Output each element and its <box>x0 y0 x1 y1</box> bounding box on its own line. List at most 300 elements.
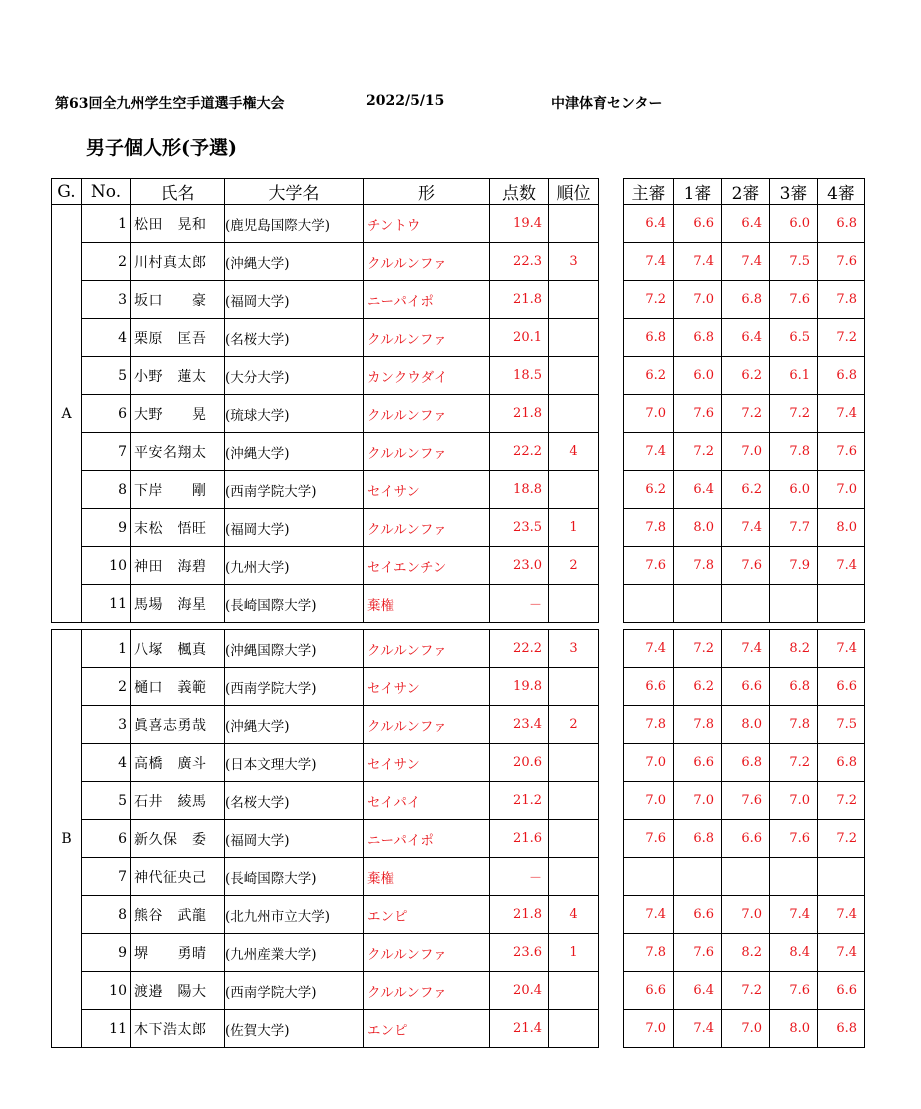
university-name: (名桜大学) <box>225 319 364 357</box>
judge-4-score: 7.0 <box>818 471 865 509</box>
judge-3-score: 7.2 <box>770 395 818 433</box>
judge-3-score: 7.0 <box>770 782 818 820</box>
university-name: (福岡大学) <box>225 281 364 319</box>
judge-4-score: 7.2 <box>818 782 865 820</box>
judge-1-score: 6.6 <box>674 205 722 243</box>
judges-row <box>624 744 865 782</box>
judge-1-score: 6.2 <box>674 668 722 706</box>
judge-1-score: 7.0 <box>674 782 722 820</box>
judge-3-score: 6.8 <box>770 668 818 706</box>
judge-3-score: 6.0 <box>770 471 818 509</box>
col-header-kata: 形 <box>364 179 490 205</box>
judges-row <box>624 319 865 357</box>
rank: 4 <box>549 433 599 471</box>
table-row <box>52 972 599 1010</box>
athlete-name: 坂口 豪 <box>131 281 225 319</box>
total-score: － <box>490 858 549 896</box>
athlete-name: 樋口 義範 <box>131 668 225 706</box>
judges-row <box>624 243 865 281</box>
judge-1-score: 7.4 <box>674 243 722 281</box>
rank <box>549 1010 599 1048</box>
total-score: 20.6 <box>490 744 549 782</box>
table-row <box>52 509 599 547</box>
col-header-name: 氏名 <box>131 179 225 205</box>
judge-4-score: 8.0 <box>818 509 865 547</box>
entry-number: 11 <box>82 1010 131 1048</box>
university-name: (北九州市立大学) <box>225 896 364 934</box>
chief-judge-score: 6.6 <box>624 972 674 1010</box>
table-row <box>52 243 599 281</box>
entry-number: 9 <box>82 509 131 547</box>
university-name: (福岡大学) <box>225 509 364 547</box>
entry-number: 5 <box>82 782 131 820</box>
university-name: (長崎国際大学) <box>225 858 364 896</box>
judge-1-score: 7.8 <box>674 547 722 585</box>
judge-2-score: 6.2 <box>722 471 770 509</box>
university-name: (鹿児島国際大学) <box>225 205 364 243</box>
total-score: 22.3 <box>490 243 549 281</box>
entry-number: 8 <box>82 471 131 509</box>
judge-4-score: 6.8 <box>818 1010 865 1048</box>
entry-number: 1 <box>82 205 131 243</box>
rank <box>549 858 599 896</box>
kata-name: クルルンファ <box>364 243 490 281</box>
judge-2-score: 7.4 <box>722 630 770 668</box>
judge-1-score: 6.4 <box>674 972 722 1010</box>
university-name: (西南学院大学) <box>225 972 364 1010</box>
judge-1-score <box>674 585 722 623</box>
athlete-name: 八塚 楓真 <box>131 630 225 668</box>
judge-3-score: 8.0 <box>770 1010 818 1048</box>
judge-4-score <box>818 858 865 896</box>
col-header-chief-judge: 主審 <box>624 179 674 205</box>
judge-4-score <box>818 585 865 623</box>
col-header-judge-2: 2審 <box>722 179 770 205</box>
kata-name: ニーパイポ <box>364 281 490 319</box>
judge-1-score: 6.0 <box>674 357 722 395</box>
rank: 3 <box>549 630 599 668</box>
athlete-name: 下岸 剛 <box>131 471 225 509</box>
table-row <box>52 547 599 585</box>
table-row <box>52 744 599 782</box>
judge-3-score: 6.5 <box>770 319 818 357</box>
judges-row <box>624 357 865 395</box>
judges-row <box>624 1010 865 1048</box>
judge-1-score: 7.4 <box>674 1010 722 1048</box>
chief-judge-score <box>624 585 674 623</box>
athlete-name: 大野 晃 <box>131 395 225 433</box>
judge-3-score: 7.9 <box>770 547 818 585</box>
total-score: 21.6 <box>490 820 549 858</box>
chief-judge-score: 7.8 <box>624 706 674 744</box>
group-label: A <box>52 205 82 623</box>
judges-row <box>624 972 865 1010</box>
judge-3-score: 8.2 <box>770 630 818 668</box>
judge-1-score: 6.8 <box>674 820 722 858</box>
rank <box>549 782 599 820</box>
rank <box>549 471 599 509</box>
total-score: 22.2 <box>490 433 549 471</box>
col-header-university: 大学名 <box>225 179 364 205</box>
judge-4-score: 7.5 <box>818 706 865 744</box>
kata-name: エンピ <box>364 896 490 934</box>
judges-header-row <box>624 179 865 205</box>
table-row <box>52 668 599 706</box>
judge-2-score: 7.0 <box>722 1010 770 1048</box>
entry-number: 4 <box>82 319 131 357</box>
rank <box>549 668 599 706</box>
judge-4-score: 7.2 <box>818 820 865 858</box>
judges-row <box>624 630 865 668</box>
university-name: (西南学院大学) <box>225 668 364 706</box>
judge-1-score: 6.4 <box>674 471 722 509</box>
judge-1-score: 6.8 <box>674 319 722 357</box>
rank <box>549 820 599 858</box>
athlete-name: 眞喜志勇哉 <box>131 706 225 744</box>
table-row <box>52 357 599 395</box>
rank <box>549 205 599 243</box>
kata-name: ニーパイポ <box>364 820 490 858</box>
tournament-venue: 中津体育センター <box>551 96 663 112</box>
judge-1-score: 7.2 <box>674 630 722 668</box>
judges-row <box>624 281 865 319</box>
judges-row <box>624 782 865 820</box>
university-name: (沖縄大学) <box>225 706 364 744</box>
total-score: 22.2 <box>490 630 549 668</box>
judge-2-score: 7.4 <box>722 509 770 547</box>
athlete-name: 堺 勇晴 <box>131 934 225 972</box>
results-table-group-a <box>51 178 599 623</box>
judge-3-score: 7.6 <box>770 281 818 319</box>
judge-2-score: 7.0 <box>722 896 770 934</box>
judge-1-score <box>674 858 722 896</box>
judge-4-score: 6.6 <box>818 668 865 706</box>
athlete-name: 神田 海碧 <box>131 547 225 585</box>
rank <box>549 357 599 395</box>
entry-number: 6 <box>82 395 131 433</box>
chief-judge-score: 7.4 <box>624 243 674 281</box>
university-name: (沖縄大学) <box>225 433 364 471</box>
judge-1-score: 6.6 <box>674 896 722 934</box>
entry-number: 10 <box>82 972 131 1010</box>
chief-judge-score: 6.2 <box>624 471 674 509</box>
judge-3-score <box>770 585 818 623</box>
col-header-judge-3: 3審 <box>770 179 818 205</box>
results-header-row <box>52 179 599 205</box>
table-row <box>52 585 599 623</box>
table-row <box>52 1010 599 1048</box>
tournament-date: 2022/5/15 <box>366 93 445 109</box>
chief-judge-score: 7.4 <box>624 630 674 668</box>
university-name: (長崎国際大学) <box>225 585 364 623</box>
kata-name: クルルンファ <box>364 630 490 668</box>
judge-3-score: 7.2 <box>770 744 818 782</box>
group-label: B <box>52 630 82 1048</box>
total-score: 20.1 <box>490 319 549 357</box>
chief-judge-score: 6.2 <box>624 357 674 395</box>
kata-name: エンピ <box>364 1010 490 1048</box>
total-score: 23.5 <box>490 509 549 547</box>
chief-judge-score: 7.4 <box>624 896 674 934</box>
page-subtitle: 男子個人形(予選) <box>86 137 237 159</box>
judge-4-score: 7.8 <box>818 281 865 319</box>
entry-number: 2 <box>82 668 131 706</box>
total-score: 21.2 <box>490 782 549 820</box>
table-row <box>52 471 599 509</box>
judge-1-score: 8.0 <box>674 509 722 547</box>
judge-3-score: 7.8 <box>770 706 818 744</box>
judge-3-score: 7.6 <box>770 972 818 1010</box>
judge-2-score: 6.2 <box>722 357 770 395</box>
athlete-name: 熊谷 武龍 <box>131 896 225 934</box>
kata-name: セイサン <box>364 744 490 782</box>
athlete-name: 新久保 委 <box>131 820 225 858</box>
rank: 2 <box>549 547 599 585</box>
athlete-name: 高橋 廣斗 <box>131 744 225 782</box>
judge-3-score: 7.7 <box>770 509 818 547</box>
judge-1-score: 7.6 <box>674 395 722 433</box>
total-score: 21.8 <box>490 281 549 319</box>
tournament-title: 第63回全九州学生空手道選手権大会 <box>55 96 285 112</box>
col-header-judge-1: 1審 <box>674 179 722 205</box>
chief-judge-score: 7.6 <box>624 820 674 858</box>
judge-3-score <box>770 858 818 896</box>
judges-table-group-b <box>623 629 865 1048</box>
judge-2-score: 7.2 <box>722 972 770 1010</box>
kata-name: カンクウダイ <box>364 357 490 395</box>
judges-row <box>624 547 865 585</box>
rank <box>549 319 599 357</box>
total-score: 20.4 <box>490 972 549 1010</box>
entry-number: 2 <box>82 243 131 281</box>
kata-name: クルルンファ <box>364 934 490 972</box>
judges-row <box>624 820 865 858</box>
rank <box>549 972 599 1010</box>
university-name: (名桜大学) <box>225 782 364 820</box>
judge-2-score: 7.0 <box>722 433 770 471</box>
judge-3-score: 6.1 <box>770 357 818 395</box>
judge-2-score: 6.4 <box>722 205 770 243</box>
entry-number: 11 <box>82 585 131 623</box>
judges-row <box>624 395 865 433</box>
table-row <box>52 395 599 433</box>
athlete-name: 川村真太郎 <box>131 243 225 281</box>
table-row <box>52 858 599 896</box>
athlete-name: 小野 蓮太 <box>131 357 225 395</box>
rank <box>549 744 599 782</box>
total-score: 21.8 <box>490 896 549 934</box>
judge-4-score: 7.4 <box>818 395 865 433</box>
athlete-name: 渡邉 陽大 <box>131 972 225 1010</box>
athlete-name: 石井 綾馬 <box>131 782 225 820</box>
entry-number: 4 <box>82 744 131 782</box>
judge-1-score: 7.8 <box>674 706 722 744</box>
judge-2-score: 7.6 <box>722 782 770 820</box>
judge-4-score: 7.4 <box>818 934 865 972</box>
total-score: 18.8 <box>490 471 549 509</box>
entry-number: 10 <box>82 547 131 585</box>
chief-judge-score: 7.0 <box>624 782 674 820</box>
judges-row <box>624 896 865 934</box>
judge-4-score: 6.8 <box>818 205 865 243</box>
entry-number: 1 <box>82 630 131 668</box>
entry-number: 9 <box>82 934 131 972</box>
judges-row <box>624 471 865 509</box>
judge-1-score: 7.6 <box>674 934 722 972</box>
judge-2-score: 7.6 <box>722 547 770 585</box>
chief-judge-score: 7.2 <box>624 281 674 319</box>
kata-name: セイパイ <box>364 782 490 820</box>
rank: 2 <box>549 706 599 744</box>
judge-4-score: 6.8 <box>818 357 865 395</box>
rank <box>549 585 599 623</box>
total-score: 21.4 <box>490 1010 549 1048</box>
judges-row <box>624 205 865 243</box>
kata-name: 棄権 <box>364 858 490 896</box>
entry-number: 5 <box>82 357 131 395</box>
judges-row <box>624 433 865 471</box>
judge-2-score: 8.0 <box>722 706 770 744</box>
kata-name: クルルンファ <box>364 319 490 357</box>
entry-number: 7 <box>82 858 131 896</box>
university-name: (沖縄国際大学) <box>225 630 364 668</box>
judges-row <box>624 509 865 547</box>
judge-4-score: 7.6 <box>818 433 865 471</box>
chief-judge-score: 7.8 <box>624 509 674 547</box>
kata-name: チントウ <box>364 205 490 243</box>
chief-judge-score: 7.4 <box>624 433 674 471</box>
athlete-name: 平安名翔太 <box>131 433 225 471</box>
chief-judge-score <box>624 858 674 896</box>
chief-judge-score: 7.0 <box>624 1010 674 1048</box>
university-name: (大分大学) <box>225 357 364 395</box>
table-row <box>52 433 599 471</box>
chief-judge-score: 7.0 <box>624 395 674 433</box>
col-header-group: G. <box>52 179 82 205</box>
table-row <box>52 820 599 858</box>
university-name: (九州産業大学) <box>225 934 364 972</box>
kata-name: セイサン <box>364 471 490 509</box>
kata-name: クルルンファ <box>364 509 490 547</box>
rank <box>549 281 599 319</box>
judge-2-score: 7.2 <box>722 395 770 433</box>
entry-number: 6 <box>82 820 131 858</box>
rank <box>549 395 599 433</box>
judge-2-score: 6.8 <box>722 281 770 319</box>
kata-name: 棄権 <box>364 585 490 623</box>
table-row <box>52 896 599 934</box>
judge-4-score: 7.4 <box>818 630 865 668</box>
total-score: 21.8 <box>490 395 549 433</box>
judge-3-score: 6.0 <box>770 205 818 243</box>
table-row <box>52 934 599 972</box>
total-score: 19.8 <box>490 668 549 706</box>
judge-4-score: 7.4 <box>818 896 865 934</box>
judges-row <box>624 585 865 623</box>
judges-row <box>624 706 865 744</box>
judge-2-score: 6.8 <box>722 744 770 782</box>
university-name: (沖縄大学) <box>225 243 364 281</box>
table-row <box>52 706 599 744</box>
judge-2-score: 8.2 <box>722 934 770 972</box>
col-header-rank: 順位 <box>549 179 599 205</box>
chief-judge-score: 7.8 <box>624 934 674 972</box>
athlete-name: 馬場 海星 <box>131 585 225 623</box>
rank: 4 <box>549 896 599 934</box>
athlete-name: 末松 悟旺 <box>131 509 225 547</box>
judges-row <box>624 934 865 972</box>
entry-number: 3 <box>82 281 131 319</box>
kata-name: クルルンファ <box>364 395 490 433</box>
judge-4-score: 7.6 <box>818 243 865 281</box>
chief-judge-score: 7.0 <box>624 744 674 782</box>
university-name: (琉球大学) <box>225 395 364 433</box>
judges-row <box>624 858 865 896</box>
athlete-name: 栗原 匡吾 <box>131 319 225 357</box>
judge-2-score <box>722 858 770 896</box>
university-name: (佐賀大学) <box>225 1010 364 1048</box>
judge-1-score: 6.6 <box>674 744 722 782</box>
judge-1-score: 7.2 <box>674 433 722 471</box>
judge-2-score: 6.6 <box>722 668 770 706</box>
judge-3-score: 7.6 <box>770 820 818 858</box>
col-header-score: 点数 <box>490 179 549 205</box>
kata-name: クルルンファ <box>364 433 490 471</box>
entry-number: 7 <box>82 433 131 471</box>
judge-4-score: 7.4 <box>818 547 865 585</box>
judge-3-score: 7.8 <box>770 433 818 471</box>
university-name: (西南学院大学) <box>225 471 364 509</box>
judge-3-score: 7.5 <box>770 243 818 281</box>
university-name: (福岡大学) <box>225 820 364 858</box>
results-table-group-b <box>51 629 599 1048</box>
chief-judge-score: 7.6 <box>624 547 674 585</box>
chief-judge-score: 6.4 <box>624 205 674 243</box>
table-row <box>52 205 599 243</box>
judges-row <box>624 668 865 706</box>
table-row <box>52 319 599 357</box>
judge-1-score: 7.0 <box>674 281 722 319</box>
chief-judge-score: 6.8 <box>624 319 674 357</box>
judge-4-score: 7.2 <box>818 319 865 357</box>
judge-3-score: 7.4 <box>770 896 818 934</box>
table-row <box>52 782 599 820</box>
athlete-name: 神代征央己 <box>131 858 225 896</box>
kata-name: クルルンファ <box>364 706 490 744</box>
table-row <box>52 281 599 319</box>
judges-table-group-a <box>623 178 865 623</box>
rank: 1 <box>549 934 599 972</box>
judge-2-score: 6.4 <box>722 319 770 357</box>
judge-2-score: 6.6 <box>722 820 770 858</box>
entry-number: 8 <box>82 896 131 934</box>
university-name: (日本文理大学) <box>225 744 364 782</box>
col-header-no: No. <box>82 179 131 205</box>
kata-name: セイエンチン <box>364 547 490 585</box>
total-score: 23.0 <box>490 547 549 585</box>
total-score: 19.4 <box>490 205 549 243</box>
table-row <box>52 630 599 668</box>
athlete-name: 松田 晃和 <box>131 205 225 243</box>
rank: 1 <box>549 509 599 547</box>
rank: 3 <box>549 243 599 281</box>
university-name: (九州大学) <box>225 547 364 585</box>
kata-name: クルルンファ <box>364 972 490 1010</box>
kata-name: セイサン <box>364 668 490 706</box>
entry-number: 3 <box>82 706 131 744</box>
judge-4-score: 6.8 <box>818 744 865 782</box>
judge-2-score <box>722 585 770 623</box>
